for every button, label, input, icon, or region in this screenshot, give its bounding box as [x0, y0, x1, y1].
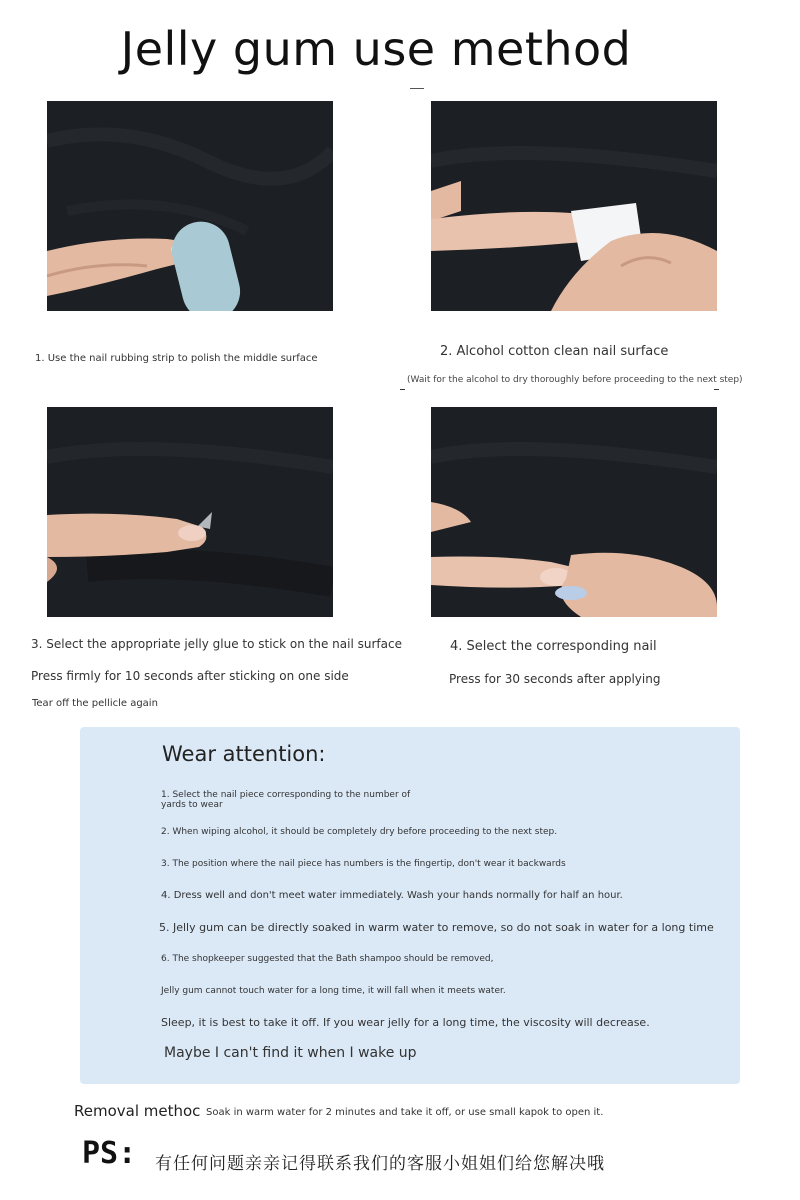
- note-tick-left: [400, 389, 405, 390]
- step-3-caption: 3. Select the appropriate jelly glue to stick on the nail surface: [31, 637, 402, 651]
- page-title: Jelly gum use method: [120, 22, 632, 76]
- attention-item-6: 6. The shopkeeper suggested that the Bath shampoo should be removed,: [161, 954, 494, 964]
- attention-item-2: 2. When wiping alcohol, it should be completely dry before proceeding to the next step.: [161, 827, 558, 837]
- wear-attention-panel: [80, 727, 740, 1084]
- attention-item-1: 1. Select the nail piece corresponding to the number of: [161, 790, 411, 800]
- attention-item-6-cont: Jelly gum cannot touch water for a long time, it will fall when it meets water.: [161, 986, 506, 996]
- photo-step-3: [47, 407, 333, 617]
- photo-step-4: [431, 407, 717, 617]
- attention-item-1-cont: yards to wear: [161, 800, 223, 810]
- ps-text: 有任何问题亲亲记得联系我们的客服小姐姐们给您解决哦: [155, 1154, 605, 1174]
- removal-text: Soak in warm water for 2 minutes and take it off, or use small kapok to open it.: [206, 1107, 604, 1118]
- step-4-line-2: Press for 30 seconds after applying: [449, 672, 661, 686]
- attention-item-wake: Maybe I can't find it when I wake up: [164, 1045, 417, 1061]
- attention-item-4: 4. Dress well and don't meet water immediately. Wash your hands normally for half an hour.: [161, 890, 623, 901]
- step-2-note: (Wait for the alcohol to dry thoroughly before proceeding to the next step): [407, 375, 743, 385]
- photo-step-1: [47, 101, 333, 311]
- step-2-caption: 2. Alcohol cotton clean nail surface: [440, 344, 669, 359]
- step-3-line-3: Tear off the pellicle again: [32, 698, 158, 709]
- step-1-caption: 1. Use the nail rubbing strip to polish the middle surface: [35, 353, 318, 364]
- title-divider: [410, 88, 424, 89]
- step-4-caption: 4. Select the corresponding nail: [450, 639, 657, 654]
- attention-item-5: 5. Jelly gum can be directly soaked in warm water to remove, so do not soak in water for a long time: [159, 921, 714, 934]
- step-3-line-2: Press firmly for 10 seconds after sticking on one side: [31, 669, 349, 683]
- attention-item-3: 3. The position where the nail piece has numbers is the fingertip, don't wear it backwards: [161, 859, 566, 869]
- removal-label: Removal methoc: [74, 1102, 201, 1120]
- wear-attention-title: Wear attention:: [162, 742, 326, 766]
- ps-label: PS:: [82, 1136, 137, 1171]
- note-tick-right: [714, 389, 719, 390]
- attention-item-sleep: Sleep, it is best to take it off. If you wear jelly for a long time, the viscosity will decrease.: [161, 1016, 650, 1029]
- photo-step-2: [431, 101, 717, 311]
